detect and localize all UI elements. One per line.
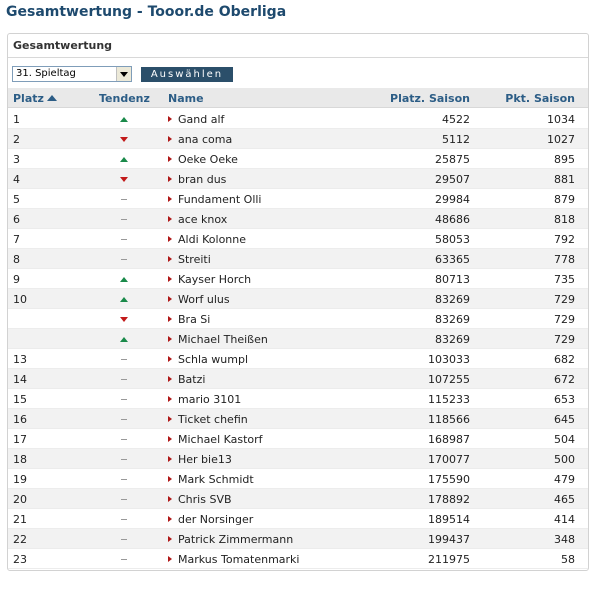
arrow-right-icon <box>168 116 172 122</box>
sort-ascending-icon <box>47 95 57 101</box>
trend-unchanged-icon <box>119 494 129 504</box>
row-name-link[interactable] <box>168 153 238 166</box>
row-name: Patrick Zimmermann <box>178 533 294 546</box>
row-name-link[interactable] <box>168 113 224 126</box>
header-pkt-saison: Pkt. Saison <box>505 92 575 105</box>
row-pkt-saison: 778 <box>554 253 575 266</box>
row-platz-saison: 83269 <box>435 313 470 326</box>
trend-up-icon <box>119 114 129 124</box>
row-name: Streiti <box>178 253 211 266</box>
row-platz: 13 <box>13 353 27 366</box>
arrow-right-icon <box>168 356 172 362</box>
header-tendenz: Tendenz <box>99 92 150 105</box>
header-platz-label: Platz <box>13 92 44 105</box>
arrow-right-icon <box>168 556 172 562</box>
row-name: Markus Tomatenmarki <box>178 553 300 566</box>
table-row <box>8 169 588 189</box>
table-row <box>8 229 588 249</box>
row-name: Michael Kastorf <box>178 433 263 446</box>
row-name: Ticket chefin <box>178 413 248 426</box>
row-platz-saison: 175590 <box>428 473 470 486</box>
row-name: Michael Theißen <box>178 333 268 346</box>
table-body <box>8 109 588 569</box>
row-name-link[interactable] <box>168 493 232 506</box>
row-platz-saison: 118566 <box>428 413 470 426</box>
row-platz-saison: 83269 <box>435 293 470 306</box>
row-platz: 2 <box>13 133 20 146</box>
arrow-right-icon <box>168 316 172 322</box>
row-pkt-saison: 653 <box>554 393 575 406</box>
row-pkt-saison: 348 <box>554 533 575 546</box>
row-name: mario 3101 <box>178 393 242 406</box>
table-row <box>8 549 588 569</box>
table-row <box>8 149 588 169</box>
row-platz-saison: 199437 <box>428 533 470 546</box>
row-name-link[interactable] <box>168 313 210 326</box>
row-name: Fundament Olli <box>178 193 262 206</box>
row-platz-saison: 83269 <box>435 333 470 346</box>
row-platz-saison: 29507 <box>435 173 470 186</box>
row-platz-saison: 211975 <box>428 553 470 566</box>
trend-unchanged-icon <box>119 214 129 224</box>
row-name: Mark Schmidt <box>178 473 254 486</box>
row-pkt-saison: 792 <box>554 233 575 246</box>
trend-up-icon <box>119 294 129 304</box>
arrow-right-icon <box>168 496 172 502</box>
row-platz-saison: 25875 <box>435 153 470 166</box>
row-platz: 8 <box>13 253 20 266</box>
row-platz-saison: 189514 <box>428 513 470 526</box>
row-name-link[interactable] <box>168 173 226 186</box>
trend-up-icon <box>119 154 129 164</box>
row-pkt-saison: 1027 <box>547 133 575 146</box>
row-pkt-saison: 729 <box>554 313 575 326</box>
table-row <box>8 309 588 329</box>
row-platz: 3 <box>13 153 20 166</box>
arrow-right-icon <box>168 176 172 182</box>
arrow-right-icon <box>168 236 172 242</box>
row-pkt-saison: 479 <box>554 473 575 486</box>
row-name-link[interactable] <box>168 293 230 306</box>
header-platz[interactable] <box>13 92 57 105</box>
row-platz: 7 <box>13 233 20 246</box>
row-pkt-saison: 672 <box>554 373 575 386</box>
matchday-select-value: 31. Spieltag <box>16 68 76 79</box>
row-name: ana coma <box>178 133 233 146</box>
trend-up-icon <box>119 334 129 344</box>
trend-down-icon <box>119 174 129 184</box>
row-platz-saison: 58053 <box>435 233 470 246</box>
row-platz-saison: 29984 <box>435 193 470 206</box>
trend-down-icon <box>119 314 129 324</box>
row-platz-saison: 80713 <box>435 273 470 286</box>
row-name-link[interactable] <box>168 513 253 526</box>
table-row <box>8 409 588 429</box>
row-platz-saison: 170077 <box>428 453 470 466</box>
row-platz: 19 <box>13 473 27 486</box>
row-name-link[interactable] <box>168 393 241 406</box>
table-row <box>8 269 588 289</box>
row-pkt-saison: 682 <box>554 353 575 366</box>
row-platz: 23 <box>13 553 27 566</box>
table-header <box>8 88 588 108</box>
row-name: Kayser Horch <box>178 273 252 286</box>
row-platz: 22 <box>13 533 27 546</box>
arrow-right-icon <box>168 436 172 442</box>
row-platz: 15 <box>13 393 27 406</box>
row-platz: 10 <box>13 293 27 306</box>
trend-unchanged-icon <box>119 514 129 524</box>
arrow-right-icon <box>168 276 172 282</box>
trend-unchanged-icon <box>119 234 129 244</box>
row-platz: 9 <box>13 273 20 286</box>
row-pkt-saison: 729 <box>554 293 575 306</box>
trend-unchanged-icon <box>119 554 129 564</box>
select-button[interactable]: Auswählen <box>141 67 233 82</box>
row-pkt-saison: 500 <box>554 453 575 466</box>
arrow-right-icon <box>168 156 172 162</box>
row-pkt-saison: 645 <box>554 413 575 426</box>
row-name: bran dus <box>178 173 227 186</box>
row-platz: 5 <box>13 193 20 206</box>
row-name-link[interactable] <box>168 533 293 546</box>
row-name-link[interactable] <box>168 433 263 446</box>
row-platz: 1 <box>13 113 20 126</box>
row-pkt-saison: 465 <box>554 493 575 506</box>
trend-unchanged-icon <box>119 354 129 364</box>
row-pkt-saison: 504 <box>554 433 575 446</box>
row-platz: 21 <box>13 513 27 526</box>
row-name-link[interactable] <box>168 233 246 246</box>
row-pkt-saison: 735 <box>554 273 575 286</box>
row-platz: 17 <box>13 433 27 446</box>
row-pkt-saison: 1034 <box>547 113 575 126</box>
arrow-right-icon <box>168 416 172 422</box>
row-pkt-saison: 879 <box>554 193 575 206</box>
row-pkt-saison: 818 <box>554 213 575 226</box>
header-platz-saison: Platz. Saison <box>390 92 470 105</box>
row-name-link[interactable] <box>168 273 251 286</box>
row-platz: 20 <box>13 493 27 506</box>
table-row <box>8 329 588 349</box>
table-row <box>8 349 588 369</box>
panel-title: Gesamtwertung <box>8 34 588 58</box>
table-row <box>8 429 588 449</box>
table-row <box>8 509 588 529</box>
table-row <box>8 369 588 389</box>
row-name-link[interactable] <box>168 353 248 366</box>
row-name-link[interactable] <box>168 413 248 426</box>
row-platz: 18 <box>13 453 27 466</box>
row-name-link[interactable] <box>168 193 261 206</box>
table-row <box>8 529 588 549</box>
row-pkt-saison: 414 <box>554 513 575 526</box>
arrow-right-icon <box>168 256 172 262</box>
row-name-link[interactable] <box>168 253 211 266</box>
row-platz: 4 <box>13 173 20 186</box>
row-platz-saison: 178892 <box>428 493 470 506</box>
row-name: Batzi <box>178 373 206 386</box>
table-row <box>8 249 588 269</box>
standings-panel <box>7 33 589 571</box>
header-name: Name <box>168 92 204 105</box>
row-name: Oeke Oeke <box>178 153 238 166</box>
row-pkt-saison: 58 <box>561 553 575 566</box>
trend-unchanged-icon <box>119 254 129 264</box>
row-platz-saison: 103033 <box>428 353 470 366</box>
arrow-right-icon <box>168 516 172 522</box>
chevron-down-icon[interactable] <box>116 67 131 81</box>
row-pkt-saison: 881 <box>554 173 575 186</box>
arrow-right-icon <box>168 456 172 462</box>
arrow-right-icon <box>168 336 172 342</box>
row-platz-saison: 48686 <box>435 213 470 226</box>
row-name: ace knox <box>178 213 228 226</box>
trend-unchanged-icon <box>119 394 129 404</box>
row-platz-saison: 168987 <box>428 433 470 446</box>
arrow-right-icon <box>168 536 172 542</box>
table-row <box>8 469 588 489</box>
row-platz: 16 <box>13 413 27 426</box>
trend-unchanged-icon <box>119 374 129 384</box>
trend-up-icon <box>119 274 129 284</box>
trend-unchanged-icon <box>119 454 129 464</box>
row-platz: 6 <box>13 213 20 226</box>
arrow-right-icon <box>168 396 172 402</box>
table-row <box>8 129 588 149</box>
row-name: Schla wumpl <box>178 353 249 366</box>
row-platz: 14 <box>13 373 27 386</box>
matchday-select[interactable] <box>12 66 132 82</box>
row-platz-saison: 107255 <box>428 373 470 386</box>
table-row <box>8 109 588 129</box>
arrow-right-icon <box>168 476 172 482</box>
page-title: Gesamtwertung - Tooor.de Oberliga <box>6 4 287 20</box>
trend-unchanged-icon <box>119 194 129 204</box>
row-pkt-saison: 895 <box>554 153 575 166</box>
arrow-right-icon <box>168 196 172 202</box>
trend-down-icon <box>119 134 129 144</box>
row-name: Chris SVB <box>178 493 232 506</box>
row-name-link[interactable] <box>168 133 232 146</box>
row-name-link[interactable] <box>168 553 299 566</box>
table-row <box>8 289 588 309</box>
row-name-link[interactable] <box>168 213 227 226</box>
row-name-link[interactable] <box>168 373 205 386</box>
arrow-right-icon <box>168 376 172 382</box>
row-platz-saison: 4522 <box>442 113 470 126</box>
table-row <box>8 189 588 209</box>
row-platz-saison: 115233 <box>428 393 470 406</box>
row-name-link[interactable] <box>168 333 268 346</box>
table-row <box>8 389 588 409</box>
row-name: Aldi Kolonne <box>178 233 247 246</box>
trend-unchanged-icon <box>119 434 129 444</box>
row-name: Her bie13 <box>178 453 232 466</box>
trend-unchanged-icon <box>119 534 129 544</box>
row-platz-saison: 63365 <box>435 253 470 266</box>
trend-unchanged-icon <box>119 414 129 424</box>
row-name: Bra Si <box>178 313 211 326</box>
trend-unchanged-icon <box>119 474 129 484</box>
arrow-right-icon <box>168 136 172 142</box>
row-name: der Norsinger <box>178 513 254 526</box>
table-row <box>8 489 588 509</box>
row-name-link[interactable] <box>168 453 232 466</box>
row-pkt-saison: 729 <box>554 333 575 346</box>
table-row <box>8 449 588 469</box>
row-name: Gand alf <box>178 113 225 126</box>
row-name-link[interactable] <box>168 473 254 486</box>
row-platz-saison: 5112 <box>442 133 470 146</box>
arrow-right-icon <box>168 216 172 222</box>
table-row <box>8 209 588 229</box>
row-name: Worf ulus <box>178 293 230 306</box>
arrow-right-icon <box>168 296 172 302</box>
